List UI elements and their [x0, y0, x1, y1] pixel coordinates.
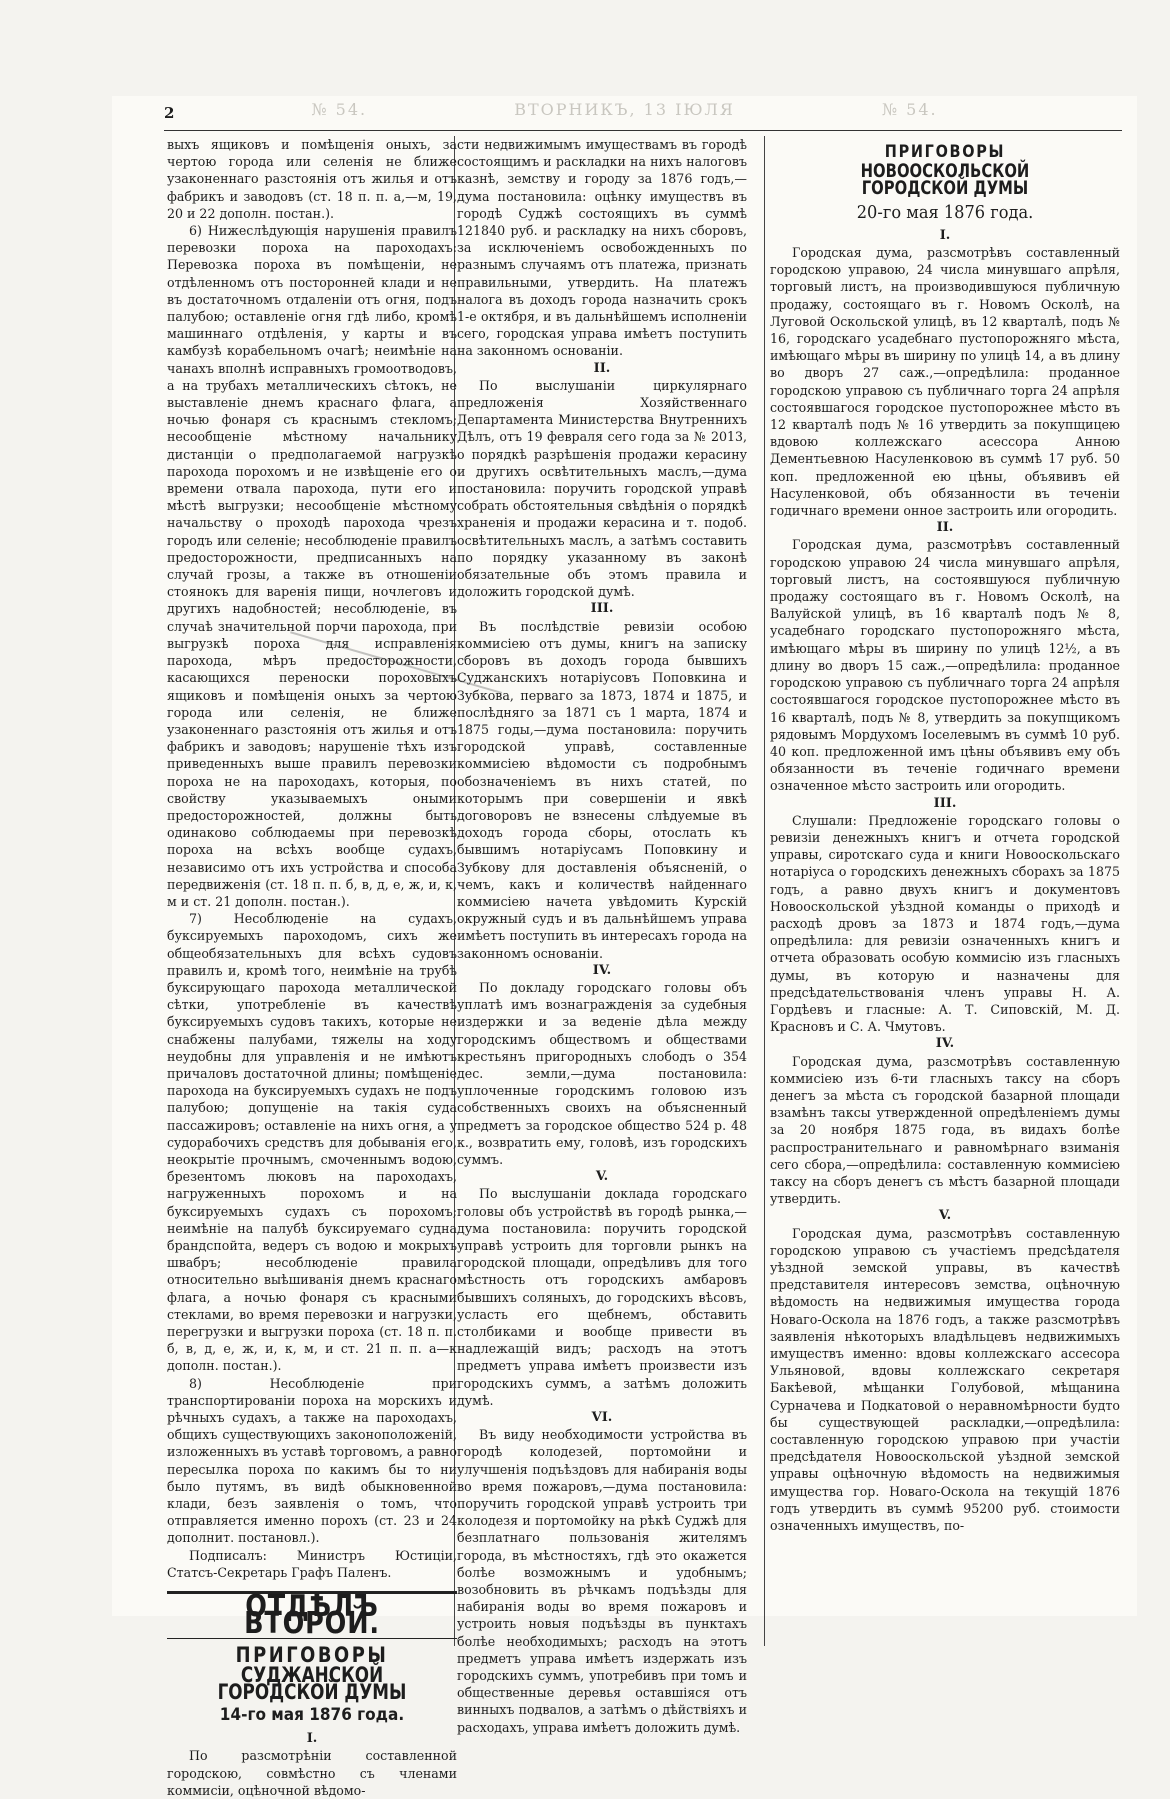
section-number: V.	[595, 1169, 609, 1185]
running-header	[112, 100, 1137, 119]
paragraph: По выслушаніи циркулярнаго предложенія Хозяйственнаго Департамента Министерства Внутреннихъ Дѣлъ, отъ 19 февраля сего года за № 2013, о порядкѣ разрѣшенія продажи керасину и другихъ освѣтительныхъ маслъ,—дума постановила: поручить городской управѣ собрать обстоятельныя свѣдѣнія о порядкѣ храненія и продажи керасина и т. подоб. освѣтительныхъ маслъ, а затѣмъ составить по порядку указанному въ законѣ обязательные объ этомъ правила и доложить городской думѣ.	[457, 377, 747, 600]
signature: Подписалъ: Министръ Юстиціи, Статсъ-Секретарь Графъ Паленъ.	[167, 1547, 457, 1580]
paragraph: По выслушаніи доклада городскаго головы объ устройствѣ въ городѣ рынка,—дума постановила: поручить городской управѣ устроить для торговли рынкъ на городской площади, опредѣливъ для того мѣстность отъ городскихъ амбаровъ бывшихъ соляныхъ, до городскихъ вѣсовъ, усласть его щебнемъ, обставить столбиками и вообще привести въ надлежащій видъ; расходъ на этотъ предметъ управа имѣетъ произвести изъ городскихъ суммъ, а затѣмъ доложить думѣ.	[457, 1186, 747, 1408]
date-heading: 14-го мая 1876 года.	[219, 1705, 405, 1726]
duma-heading: СУДЖАНСКОЙ ГОРОДСКОЙ ДУМЫ	[217, 1662, 407, 1704]
column-divider	[764, 136, 765, 1646]
column-1	[167, 136, 457, 1799]
paragraph: Городская дума, разсмотрѣвъ составленный городскою управою, 24 числа минувшаго апрѣля, торговый листъ, на производившуюся публичную продажу, состоящаго въ г. Новомъ Осколѣ, на Луговой Оскольской улицѣ, въ 12 кварталѣ, подъ № 16, городскаго усадебнаго пустопорожняго мѣста, имѣющаго мѣры въ ширину по улицѣ 14, а въ длину во дворъ 27 саж.,—опредѣлила: проданное городскою управою съ публичнаго торга 24 апрѣля состоявшагося городское пустопорожнее мѣсто въ 12 кварталѣ подъ № 16 утвердить за покупщицею вдовою коллежскаго асессора Анною Дементьевною Насуленковою въ суммѣ 17 руб. 50 коп. предложенной ею цѣны, объявивъ ей Насуленковой, объ обязанности въ теченіи годичнаго времени онное застроить или огородить.	[770, 245, 1120, 519]
section-number: III.	[933, 795, 957, 811]
section-number: VI.	[591, 1410, 613, 1426]
section-number: II.	[593, 360, 611, 376]
paragraph: Городская дума, разсмотрѣвъ составленную городскою управою съ участіемъ предсѣдателя уѣздной земской управы, въ качествѣ представителя интересовъ земства, оцѣночную вѣдомость на недвижимыя имущества города Новаго-Оскола на 1876 годъ, а также разсмотрѣвъ заявленія нѣкоторыхъ владѣльцевъ недвижимыхъ имуществъ именно: вдовы коллежскаго ассесора Ульяновой, вдовы коллежскаго секретаря Бакѣевой, мѣщанки Голубовой, мѣщанина Сурначева и Подкатовой о неравномѣрности будто бы существующей раскладки,—опредѣлила: составленную городскою управою при участіи предсѣдателя Новооскольской уѣздной земской управы оцѣночную вѣдомость на недвижимыя имущества гор. Новаго-Оскола на текущій 1876 годъ утвердить въ суммѣ 95200 руб. стоимости означенныхъ имуществъ, по-	[770, 1225, 1120, 1534]
running-center: ВТОРНИКЪ, 13 ІЮЛЯ	[514, 100, 735, 119]
paragraph: По разсмотрѣніи составленной городскою, совмѣстно съ членами коммисіи, оцѣночной вѣдомо-	[167, 1748, 457, 1798]
section-number: I.	[939, 227, 951, 243]
running-left: № 54.	[311, 100, 368, 119]
header-rule	[164, 130, 1122, 131]
paragraph: По докладу городскаго головы объ уплатѣ имъ вознагражденія за судебныя издержки и за веденіе дѣла между городскимъ обществомъ и обществами крестьянъ пригородныхъ слободъ о 354 дес. земли,—дума постановила: уплоченные городскимъ головою изъ собственныхъ своихъ на объясненный предметъ за городское общество 524 р. 48 к., возвратить ему, головѣ, изъ городскихъ суммъ.	[457, 979, 747, 1167]
paragraph: Городская дума, разсмотрѣвъ составленную коммисіею изъ 6-ти гласныхъ таксу на сборъ денегъ за мѣста съ городской базарной площади взамѣнъ таксы утвержденной опредѣленіемъ думы за 20 ноября 1875 года, въ видахъ болѣе распространительнаго и равномѣрнаго взиманія сего сбора,—опредѣлила: составленную коммисіею таксу на сборъ денегъ съ мѣстъ базарной площади утвердить.	[770, 1053, 1120, 1207]
paragraph: Въ послѣдствіе ревизіи особою коммисіею отъ думы, книгъ на записку сборовъ въ доходъ города бывшихъ Суджанскихъ нотаріусовъ Поповкина и Зубкова, перваго за 1873, 1874 и 1875, и послѣдняго за 1871 съ 1 марта, 1874 и 1875 годы,—дума постановила: поручить городской управѣ, составленные коммисіею вѣдомости съ подробнымъ обозначеніемъ въ нихъ статей, по которымъ при совершеніи и явкѣ договоровъ не взнесены слѣдуемые въ доходъ города сборы, отослать къ бывшимъ нотаріусамъ Поповкину и Зубкову для доставленія объясненій, о чемъ, какъ и количествѣ найденнаго коммисіею начета увѣдомить Курскій окружный судъ и въ дальнѣйшемъ управа имѣетъ поступить въ интересахъ города на законномъ основаніи.	[457, 618, 747, 961]
section-number: I.	[306, 1731, 318, 1747]
section-number: III.	[590, 601, 614, 617]
paragraph: 6) Нижеслѣдующія нарушенія правилъ перевозки пороха на пароходахъ: Перевозка пороха въ помѣщеніи, не отдѣленномъ отъ посторонней клади и не въ достаточномъ отдаленіи отъ огня, подъ палубою; оставленіе огня гдѣ либо, кромѣ машиннаго отдѣленія, у карты и въ камбузѣ корабельномъ очагѣ; неимѣніе на чанахъ вполнѣ исправныхъ громоотводовъ, а на трубахъ металлическихъ сѣтокъ, не выставленіе днемъ краснаго флага, а ночью фонаря съ краснымъ стекломъ; несообщеніе мѣстному начальнику дистанціи о предполагаемой нагрузкѣ парохода порохомъ и не извѣщеніе его о времени отвала парохода, пути его и мѣстѣ выгрузки; несообщеніе мѣстному начальству о проходѣ парохода чрезъ городъ или селеніе; несоблюденіе правилъ предосторожности, предписанныхъ на случай грозы, а также въ отношеніи стоянокъ для варенія пищи, ночлеговъ и другихъ надобностей; несоблюденіе, въ случаѣ значительной порчи парохода, при выгрузкѣ пороха для исправленія парохода, мѣръ предосторожности, касающихся переноски пороховыхъ ящиковъ и помѣщенія оныхъ за чертою города или селенія, не ближе узаконеннаго разстоянія отъ жилья и отъ фабрикъ и заводовъ; нарушеніе тѣхъ изъ приведенныхъ выше правилъ перевозки пороха не на пароходахъ, которыя, по свойству указываемыхъ оными предосторожностей, должны быть одинаково соблюдаемы при перевозкѣ пороха на всѣхъ вообще судахъ, независимо отъ ихъ устройства и способа передвиженія (ст. 18 п. п. б, в, д, е, ж, и, к, м и ст. 21 дополн. постан.).	[167, 223, 457, 909]
section-number: IV.	[592, 962, 612, 978]
duma-heading: НОВООСКОЛЬСКОЙ ГОРОДСКОЙ ДУМЫ	[860, 160, 1030, 200]
date-heading: 20-го мая 1876 года.	[856, 201, 1034, 223]
section-number: V.	[938, 1208, 952, 1224]
paragraph: Городская дума, разсмотрѣвъ составленный городскою управою 24 числа минувшаго апрѣля, торговый листъ, на состоявшуюся публичную продажу состоящаго въ г. Новомъ Осколѣ, на Валуйской улицѣ, въ 16 кварталѣ подъ № 8, усадебнаго городскаго пустопорожняго мѣста, имѣющаго мѣры въ ширину по улицѣ 12½, а въ длину во дворъ 15 саж.,—опредѣлила: проданное городскою управою съ публичнаго торга 24 апрѣля состоявшагося городское пустопорожнее мѣсто въ 16 кварталѣ, подъ № 8, утвердить за покупщикомъ рядовымъ Мордухомъ Іоселевымъ въ суммѣ 10 руб. 40 коп. предложенной имъ цѣны объявивъ ему объ обязанности въ теченіе годичнаго времени означенное мѣсто застроить или огородить.	[770, 537, 1120, 794]
paragraph: 8) Несоблюденіе при транспортированіи пороха на морскихъ и рѣчныхъ судахъ, а также на пароходахъ, общихъ существующихъ законоположеній, изложенныхъ въ уставѣ торговомъ, а равно пересылка пороха по какимъ бы то ни было путямъ, въ видѣ обыкновенной клади, безъ заявленія о томъ, что отправляется именно порохъ (ст. 23 и 24 дополнит. постановл.).	[167, 1375, 457, 1546]
page-number: 2	[164, 104, 175, 122]
column-2	[457, 136, 747, 1736]
paragraph: сти недвижимымъ имуществамъ въ городѣ состоящимъ и раскладки на нихъ налоговъ казнѣ, земству и городу за 1876 годъ,—дума постановила: оцѣнку имуществъ въ городѣ Суджѣ состоящихъ въ суммѣ 121840 руб. и раскладку на нихъ сборовъ, за исключеніемъ освобожденныхъ по разнымъ случаямъ отъ платежа, признать правильными, утвердить. На платежъ налога въ доходъ города назначить срокъ 1-е октября, и въ дальнѣйшемъ исполненіи сего, городская управа имѣетъ поступить на законномъ основаніи.	[457, 137, 747, 359]
newspaper-page	[112, 96, 1137, 1798]
running-right: № 54.	[881, 100, 938, 119]
paragraph: 7) Несоблюденіе на судахъ, буксируемыхъ пароходомъ, сихъ же общеобязательныхъ для всѣхъ судовъ правилъ и, кромѣ того, неимѣніе на трубѣ буксирующаго парохода металлической сѣтки, употребленіе въ качествѣ буксируемыхъ судовъ такихъ, которые не снабжены палубами, тяжелы на ходу неудобны для управленія и не имѣютъ причаловъ достаточной длины; помѣщеніе парохода на буксируемыхъ судахъ не подъ палубою; допущеніе на такія суда пассажировъ; оставленіе на нихъ огня, а у судорабочихъ средствъ для добыванія его, неокрытіе прочнымъ, смоченнымъ водою, брезентомъ люковъ на пароходахъ, нагруженныхъ порохомъ и на буксируемыхъ судахъ съ порохомъ; неимѣніе на палубѣ буксируемаго судна брандспойта, ведеръ съ водою и мокрыхъ швабръ; несоблюденіе правила относительно выѣшиванія днемъ краснаго флага, а ночью фонаря съ красными стеклами, во время перевозки и нагрузки, перегрузки и выгрузки пороха (ст. 18 п. п. б, в, д, е, ж, и, к, м, и ст. 21 п. п. а—к дополн. постан.).	[167, 911, 457, 1374]
section-title: ОТДѢЛЪ ВТОРОЙ.	[244, 1589, 380, 1642]
prigovory-heading: ПРИГОВОРЫ	[884, 142, 1006, 162]
prigovory-heading: ПРИГОВОРЫ	[235, 1643, 389, 1668]
paragraph: Слушали: Предложеніе городскаго головы о ревизіи денежныхъ книгъ и отчета городской управы, сиротскаго суда и книги Новооскольскаго нотаріуса о городскихъ денежныхъ сборахъ за 1875 годъ, а равно двухъ книгъ и документовъ Новооскольской уѣздной команды о приходѣ и расходѣ дровъ за 1873 и 1874 годъ,—дума опредѣлила: для ревизіи означенныхъ книгъ и отчета образовать особую коммисію изъ гласныхъ думы, въ которую и назначены для предсѣдательствованія членъ управы Н. А. Гордѣевъ и гласные: А. Т. Сиповскій, М. Д. Красновъ и С. А. Чмутовъ.	[770, 812, 1120, 1035]
section-number: II.	[936, 520, 954, 536]
column-3	[770, 136, 1120, 1534]
section-number: IV.	[935, 1036, 955, 1052]
paragraph: Въ виду необходимости устройства въ городѣ колодезей, портомойни и улучшенія подъѣздовъ для набиранія воды во время пожаровъ,—дума постановила: поручить городской управѣ устроить три колодезя и портомойку на рѣкѣ Суджѣ для безплатнаго пользованія жителямъ города, въ мѣстностяхъ, гдѣ это окажется болѣе возможнымъ и удобнымъ; возобновить въ рѣчкамъ подъѣзды для набиранія воды во время пожаровъ и устроить новыя подъѣзды въ пунктахъ болѣе необходимыхъ; расходъ на этотъ предметъ управа имѣетъ издержать изъ городскихъ суммъ, употребивъ при томъ и общественные деревья оставшіяся отъ винныхъ подвалов, а затѣмъ о дѣйствіяхъ и расходахъ, управа имѣетъ доложить думѣ.	[457, 1427, 747, 1735]
paragraph: выхъ ящиковъ и помѣщенія оныхъ, за чертою города или селенія не ближе узаконеннаго разстоянія отъ жилья и отъ фабрикъ и заводовъ (ст. 18 п. п. а,—м, 19, 20 и 22 дополн. постан.).	[167, 137, 457, 221]
